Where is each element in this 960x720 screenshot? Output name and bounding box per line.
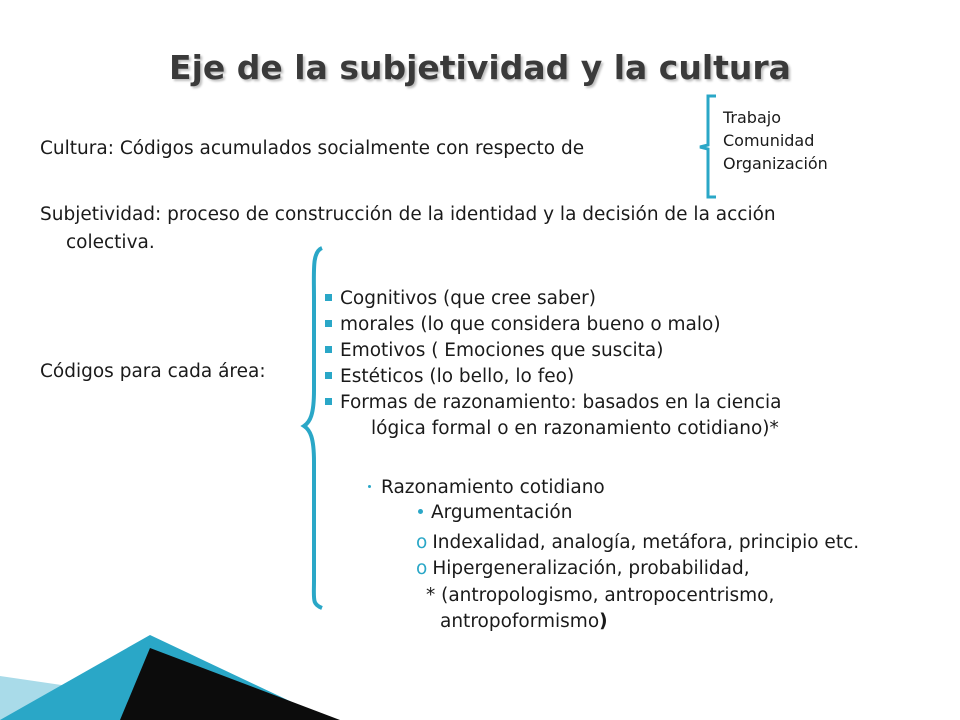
square-bullet-icon: [325, 294, 332, 301]
cultura-item-organizacion: Organización: [723, 154, 828, 173]
subjetividad-line-1: Subjetividad: proceso de construcción de la identidad y la decisión de la acción: [40, 204, 776, 225]
list-item: Emotivos ( Emociones que suscita): [325, 338, 782, 364]
codigos-brace: [304, 248, 322, 608]
cultura-item-trabajo: Trabajo: [723, 108, 781, 127]
list-item: Formas de razonamiento: basados en la ciencia: [325, 390, 782, 416]
note: [426, 583, 774, 635]
cultura-line: Cultura: Códigos acumulados socialmente con respecto de: [40, 138, 585, 159]
o-bullet-icon: o: [416, 532, 428, 553]
note-line-1: * (antropologismo, antropocentrismo,: [426, 585, 775, 606]
list-item: o Hipergeneralización, probabilidad,: [416, 558, 750, 579]
small-dot-bullet-icon: [368, 485, 371, 488]
decor-dark-arrow: [120, 648, 340, 720]
cultura-item-comunidad: Comunidad: [723, 131, 815, 150]
list-item: Cognitivos (que cree saber): [325, 286, 782, 312]
note-line-2: antropoformismo): [440, 611, 608, 632]
slide-title: Eje de la subjetividad y la cultura: [169, 48, 791, 87]
argumentacion-item: Argumentación: [418, 502, 572, 523]
o-bullet-icon: o: [416, 558, 428, 579]
razonamiento-title: Razonamiento cotidiano: [368, 477, 605, 498]
subjetividad-line-2: colectiva.: [66, 232, 155, 253]
list-item: morales (lo que considera bueno o malo): [325, 312, 782, 338]
sub-items: [416, 530, 859, 582]
list-item: o Indexalidad, analogía, metáfora, principio etc.: [416, 532, 860, 553]
dot-bullet-icon: [418, 509, 423, 514]
list-item: Estéticos (lo bello, lo feo): [325, 364, 782, 390]
cultura-brace: [700, 96, 716, 197]
square-bullet-icon: [325, 372, 332, 379]
note-paren: ): [599, 611, 608, 632]
cultura-items: [723, 106, 828, 175]
square-bullet-icon: [325, 346, 332, 353]
codigos-label: Códigos para cada área:: [40, 361, 266, 382]
square-bullet-icon: [325, 398, 332, 405]
areas-list: [325, 286, 782, 442]
list-item-continuation: lógica formal o en razonamiento cotidiano)*: [371, 418, 779, 439]
square-bullet-icon: [325, 320, 332, 327]
